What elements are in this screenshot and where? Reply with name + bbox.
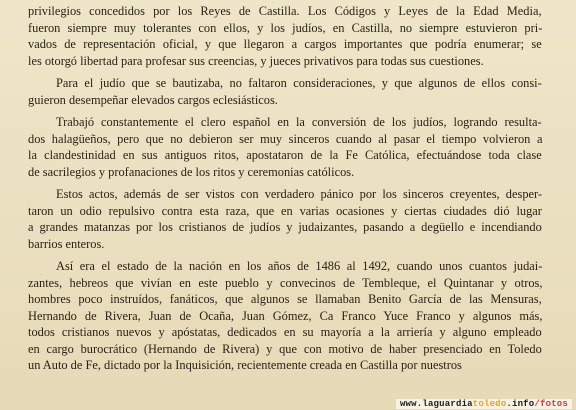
text-line: zantes, hebreos que vivían en este pueblo y convecinos de Tembleque, el Quintanar y otros,: [28, 275, 543, 290]
text-line: fueron siempre muy tolerantes con ellos, y los judíos, en Castilla, no siempre estuvieron pri-: [28, 20, 543, 35]
text-line: Estos actos, además de ser vistos con verdadero pánico por los sinceros creyentes, desper-: [56, 187, 543, 201]
text-line: vados de representación oficial, y que llegaron a cargos importantes que podría enumerar; se: [28, 37, 542, 51]
watermark: [396, 399, 572, 409]
text-line: dos halagüeños, pero que no debieron ser muy sinceros cuando al pasar el tiempo volvieron a: [28, 131, 543, 146]
paragraph: [28, 3, 542, 69]
text-line: un Auto de Fe, dictado por la Inquisición, recientemente creada en Castilla por nuestros: [28, 358, 462, 372]
text-line: Hernando de Rivera, Juan de Ocaña, Juan Gómez, Ca Franco Yuce Franco y algunos más,: [28, 308, 543, 323]
text-line: Trabajó constantemente el clero español en la conversión de los judíos, logrando resulta-: [56, 115, 542, 129]
watermark-part: www.laguardia: [399, 399, 473, 409]
text-line: la clandestinidad en sus antiguos ritos, apostataron de la Fe Católica, efectuándose toda clase: [28, 148, 542, 162]
text-line: privilegios concedidos por los Reyes de Castilla. Los Códigos y Leyes de la Edad Media,: [28, 4, 542, 18]
text-line: Así era el estado de la nación en los años de 1486 al 1492, cuando unos cuantos judai-: [56, 259, 543, 273]
text-line: hombres poco instruídos, fanáticos, que algunos se llamaban Benito García de las Mensuras,: [28, 292, 542, 306]
watermark-part: toledo: [472, 399, 507, 409]
watermark-part: /fotos: [534, 399, 568, 409]
text-line: taron un odio repulsivo contra esta raza, que en varias ocasiones y ciertas ciudades dió lugar: [28, 203, 542, 218]
text-line: de sacrilegios y profanaciones de los ritos y ceremonias católicos.: [28, 164, 355, 179]
text-line: les otorgó libertad para profesar sus creencias, y jueces privativos para todas sus cuestiones.: [28, 53, 484, 68]
paragraph: [28, 258, 542, 374]
text-line: a grandes matanzas por los cristianos de judíos y judaizantes, pasando a degüello e incendiando: [28, 220, 542, 234]
text-line: Para el judío que se bautizaba, no faltaron consideraciones, y que algunos de ellos consi-: [56, 76, 542, 90]
paragraph: [28, 114, 542, 180]
text-line: guieron desempeñar elevados cargos eclesiásticos.: [28, 92, 278, 107]
document-body: [28, 3, 542, 380]
text-line: barrios enteros.: [28, 236, 105, 251]
paragraph: [28, 75, 542, 108]
watermark-part: .info: [506, 399, 535, 409]
text-line: todos cristianos nuevos y apóstatas, dedicados en su mayoría a la arriería y alguno empleado: [28, 325, 542, 339]
paragraph: [28, 186, 542, 252]
text-line: en cargo burocrático (Hernando de Rivera) y que con motivo de haber presenciado en Toledo: [28, 341, 542, 356]
